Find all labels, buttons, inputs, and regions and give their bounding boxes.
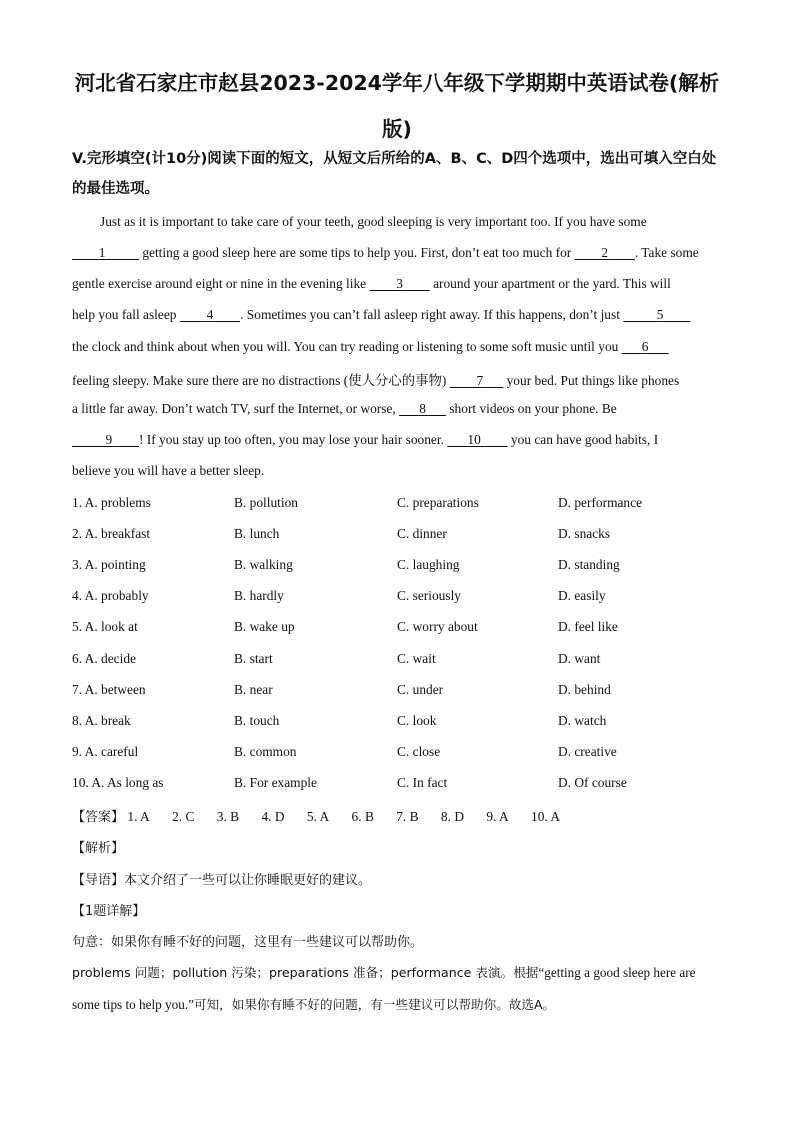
option-b: B. start [234, 651, 273, 666]
q1-explanation-line: problems 问题；pollution 污染；preparations 准备；performance 表演。根据“getting a good sleep here are [72, 965, 696, 980]
option-b: B. hardly [234, 588, 284, 603]
page-title-continued: 版) [382, 117, 412, 141]
q1-explanation-line: some tips to help you.”可知，如果你有睡不好的问题，有一些建议可以帮助你。故选A。 [72, 997, 556, 1012]
option-d: D. performance [558, 495, 643, 510]
option-a: 2. A. breakfast [72, 526, 151, 541]
passage-line: the clock and think about when you will. You can try reading or listening to some soft music until you 6 [72, 339, 669, 355]
option-d: D. snacks [558, 526, 611, 541]
option-b: B. common [234, 744, 297, 759]
option-c: C. wait [397, 651, 436, 666]
option-c: C. worry about [397, 619, 478, 634]
passage-line: help you fall asleep 4 . Sometimes you can’t fall asleep right away. If this happens, don’t just 5 [72, 307, 690, 323]
answer-item: 5. A [306, 809, 330, 824]
option-d: D. standing [558, 557, 620, 572]
blank-7: 7 [476, 373, 484, 388]
option-c: C. In fact [397, 775, 448, 790]
option-c: C. laughing [397, 557, 460, 572]
option-a: 3. A. pointing [72, 557, 146, 572]
page-title: 河北省石家庄市赵县2023-2024学年八年级下学期期中英语试卷(解析 [74, 71, 720, 95]
answer-item: 1. A [127, 809, 150, 824]
option-d: D. creative [558, 744, 617, 759]
blank-8: 8 [419, 401, 426, 416]
answer-item: 8. D [440, 809, 464, 824]
option-a: 9. A. careful [72, 744, 139, 759]
question-row [72, 775, 732, 795]
question-row [72, 495, 732, 515]
option-d: D. watch [558, 713, 607, 728]
passage-line: gentle exercise around eight or nine in the evening like 3 around your apartment or the yard. This will [72, 276, 671, 291]
analysis-label: 【解析】 [72, 841, 125, 856]
guide-line [72, 869, 371, 888]
passage-line: believe you will have a better sleep. [72, 463, 265, 478]
question-row [72, 526, 732, 546]
blank-10: 10 [467, 432, 481, 447]
answer-item: 7. B [396, 809, 419, 824]
option-d: D. feel like [558, 619, 618, 634]
option-a: 8. A. break [72, 713, 131, 728]
q1-detail-label: 【1题详解】 [72, 904, 146, 919]
option-b: B. walking [234, 557, 293, 572]
blank-5: 5 [656, 307, 664, 322]
option-c: C. dinner [397, 526, 447, 541]
option-c: C. look [397, 713, 437, 728]
option-b: B. wake up [234, 619, 295, 634]
option-c: C. seriously [397, 588, 461, 603]
answer-item: 4. D [261, 809, 285, 824]
blank-6: 6 [641, 339, 649, 354]
option-b: B. near [234, 682, 273, 697]
blank-4: 4 [206, 307, 214, 322]
answer-key [72, 806, 579, 825]
answer-item: 9. A [486, 809, 509, 824]
blank-2: 2 [601, 245, 609, 260]
question-row [72, 713, 732, 733]
guide-text: 本文介绍了一些可以让你睡眠更好的建议。 [124, 873, 372, 888]
answer-label: 【答案】 [72, 810, 125, 825]
option-b: B. For example [234, 775, 317, 790]
passage-line: 1 getting a good sleep here are some tips to help you. First, don’t eat too much for 2 . Take some [72, 245, 699, 261]
question-row [72, 744, 732, 764]
option-a: 5. A. look at [72, 619, 138, 634]
guide-label: 【导语】 [72, 873, 125, 888]
blank-3: 3 [396, 276, 403, 291]
option-b: B. lunch [234, 526, 280, 541]
option-a: 4. A. probably [72, 588, 149, 603]
option-b: B. pollution [234, 495, 298, 510]
passage-line: a little far away. Don’t watch TV, surf the Internet, or worse, 8 short videos on your phone. Be [72, 401, 617, 416]
option-b: B. touch [234, 713, 280, 728]
question-row [72, 619, 732, 639]
answer-item: 10. A [531, 809, 561, 824]
answer-item: 6. B [351, 809, 374, 824]
passage-line: Just as it is important to take care of your teeth, good sleeping is very important too. If you have some [100, 214, 647, 229]
option-c: C. close [397, 744, 441, 759]
option-c: C. under [397, 682, 444, 697]
option-a: 1. A. problems [72, 495, 151, 510]
blank-9: 9 [105, 432, 113, 447]
option-a: 6. A. decide [72, 651, 136, 666]
option-c: C. preparations [397, 495, 479, 510]
blank-1: 1 [98, 245, 106, 260]
option-d: D. Of course [558, 775, 627, 790]
question-row [72, 682, 732, 702]
section-heading: V.完形填空(计10分)阅读下面的短文，从短文后所给的A、B、C、D四个选项中，选出可填入空白处的最佳选项。 [72, 151, 717, 197]
option-d: D. behind [558, 682, 611, 697]
option-d: D. easily [558, 588, 606, 603]
question-row [72, 557, 732, 577]
passage-line: 9 ! If you stay up too often, you may lose your hair sooner. 10 you can have good habits, I [72, 432, 658, 448]
answer-item: 2. C [172, 809, 195, 824]
option-a: 7. A. between [72, 682, 146, 697]
option-d: D. want [558, 651, 601, 666]
passage-line: feeling sleepy. Make sure there are no distractions (使人分心的事物) 7 your bed. Put things like phones [72, 373, 680, 388]
question-row [72, 588, 732, 608]
question-row [72, 651, 732, 671]
answer-item: 3. B [216, 809, 240, 824]
q1-meaning: 句意：如果你有睡不好的问题，这里有一些建议可以帮助你。 [72, 935, 424, 950]
option-a: 10. A. As long as [72, 775, 164, 790]
